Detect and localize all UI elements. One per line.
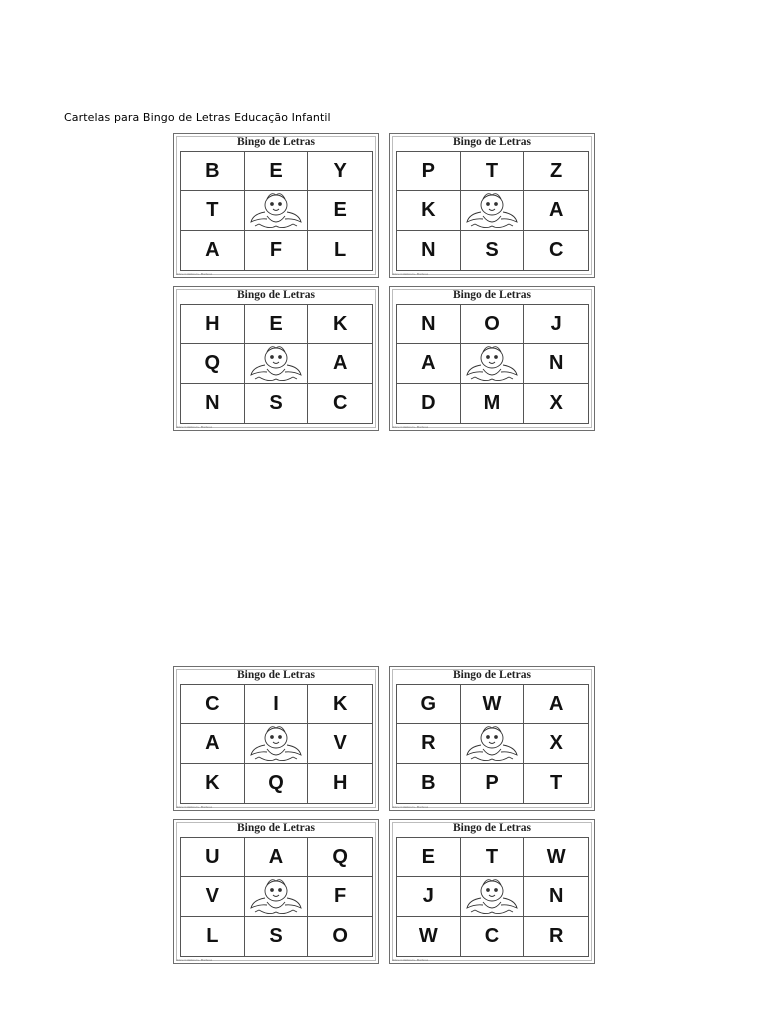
letter-cell: C xyxy=(332,391,348,414)
mascot-illustration xyxy=(245,874,307,918)
letter-grid xyxy=(396,304,589,424)
document-heading: Cartelas para Bingo de Letras Educação Infantil xyxy=(64,111,331,124)
letter-cell: E xyxy=(245,152,309,191)
letter-cell: D xyxy=(397,384,461,423)
card-credit: Alice Cristina G. Barbosa xyxy=(176,272,213,276)
letter-cell: A xyxy=(524,685,588,724)
letter-cell: L xyxy=(181,917,245,956)
letter-cell: Q xyxy=(308,838,372,877)
letter-cell: O xyxy=(332,924,348,947)
card-credit: Alice Cristina G. Barbosa xyxy=(392,272,429,276)
card-title: Bingo de Letras xyxy=(453,822,531,834)
letter-cell: Z xyxy=(524,152,588,191)
mascot-illustration xyxy=(461,721,523,765)
letter-grid xyxy=(180,684,373,804)
letter-cell: A xyxy=(181,724,245,763)
letter-cell: E xyxy=(308,191,372,230)
letter-cell: K xyxy=(308,305,372,344)
bingo-card-4 xyxy=(389,286,595,431)
letter-cell: A xyxy=(181,231,245,270)
center-cell xyxy=(245,344,309,383)
center-cell xyxy=(245,191,309,230)
letter-cell: E xyxy=(245,305,309,344)
card-credit: Alice Cristina G. Barbosa xyxy=(392,805,429,809)
bingo-card-8 xyxy=(389,819,595,964)
letter-cell: G xyxy=(397,685,461,724)
letter-grid xyxy=(396,837,589,957)
letter-cell: V xyxy=(308,724,372,763)
center-cell xyxy=(245,724,309,763)
bingo-card-2 xyxy=(389,133,595,278)
mascot-illustration xyxy=(461,874,523,918)
card-title: Bingo de Letras xyxy=(453,136,531,148)
letter-cell: M xyxy=(461,384,525,423)
letter-cell: A xyxy=(245,838,309,877)
letter-cell: I xyxy=(245,685,309,724)
letter-cell: N xyxy=(181,384,245,423)
letter-grid xyxy=(396,151,589,271)
card-credit: Alice Cristina G. Barbosa xyxy=(392,425,429,429)
letter-cell: S xyxy=(245,917,309,956)
letter-cell: F xyxy=(308,877,372,916)
letter-cell: C xyxy=(548,238,564,261)
mascot-illustration xyxy=(245,341,307,385)
letter-grid xyxy=(180,304,373,424)
card-credit: Alice Cristina G. Barbosa xyxy=(392,958,429,962)
bingo-card-3 xyxy=(173,286,379,431)
letter-cell: L xyxy=(334,238,347,261)
letter-cell: N xyxy=(397,231,461,270)
letter-cell: T xyxy=(550,771,563,794)
letter-cell: W xyxy=(397,917,461,956)
bingo-card-5 xyxy=(173,666,379,811)
letter-cell: C xyxy=(461,917,525,956)
card-title: Bingo de Letras xyxy=(237,289,315,301)
letter-grid xyxy=(180,837,373,957)
letter-cell: K xyxy=(181,764,245,803)
letter-cell: F xyxy=(245,231,309,270)
letter-cell: T xyxy=(181,191,245,230)
letter-cell: U xyxy=(181,838,245,877)
letter-cell: T xyxy=(461,838,525,877)
letter-cell: E xyxy=(397,838,461,877)
letter-cell: K xyxy=(308,685,372,724)
letter-cell: X xyxy=(524,724,588,763)
letter-cell: J xyxy=(397,877,461,916)
letter-cell: B xyxy=(397,764,461,803)
center-cell xyxy=(461,191,525,230)
letter-cell: P xyxy=(397,152,461,191)
letter-cell: T xyxy=(461,152,525,191)
letter-cell: A xyxy=(308,344,372,383)
letter-cell: N xyxy=(524,344,588,383)
letter-cell: Q xyxy=(181,344,245,383)
letter-cell: H xyxy=(181,305,245,344)
letter-cell: S xyxy=(461,231,525,270)
letter-cell: W xyxy=(461,685,525,724)
letter-cell: X xyxy=(549,391,563,414)
letter-cell: A xyxy=(524,191,588,230)
bingo-card-6 xyxy=(389,666,595,811)
card-credit: Alice Cristina G. Barbosa xyxy=(176,958,213,962)
letter-cell: B xyxy=(181,152,245,191)
card-credit: Alice Cristina G. Barbosa xyxy=(176,425,213,429)
card-title: Bingo de Letras xyxy=(237,822,315,834)
center-cell xyxy=(245,877,309,916)
mascot-illustration xyxy=(245,721,307,765)
letter-cell: V xyxy=(181,877,245,916)
card-credit: Alice Cristina G. Barbosa xyxy=(176,805,213,809)
letter-cell: C xyxy=(181,685,245,724)
card-title: Bingo de Letras xyxy=(453,289,531,301)
letter-cell: W xyxy=(524,838,588,877)
card-title: Bingo de Letras xyxy=(237,136,315,148)
letter-cell: R xyxy=(397,724,461,763)
letter-grid xyxy=(396,684,589,804)
letter-cell: K xyxy=(397,191,461,230)
letter-cell: S xyxy=(245,384,309,423)
letter-cell: Q xyxy=(245,764,309,803)
center-cell xyxy=(461,344,525,383)
letter-cell: N xyxy=(524,877,588,916)
mascot-illustration xyxy=(461,341,523,385)
card-title: Bingo de Letras xyxy=(453,669,531,681)
letter-cell: R xyxy=(548,924,564,947)
letter-cell: P xyxy=(461,764,525,803)
bingo-card-7 xyxy=(173,819,379,964)
letter-cell: A xyxy=(397,344,461,383)
mascot-illustration xyxy=(245,188,307,232)
letter-cell: H xyxy=(332,771,348,794)
letter-cell: O xyxy=(461,305,525,344)
card-title: Bingo de Letras xyxy=(237,669,315,681)
letter-grid xyxy=(180,151,373,271)
mascot-illustration xyxy=(461,188,523,232)
center-cell xyxy=(461,877,525,916)
bingo-card-1 xyxy=(173,133,379,278)
letter-cell: Y xyxy=(308,152,372,191)
letter-cell: N xyxy=(397,305,461,344)
center-cell xyxy=(461,724,525,763)
letter-cell: J xyxy=(524,305,588,344)
